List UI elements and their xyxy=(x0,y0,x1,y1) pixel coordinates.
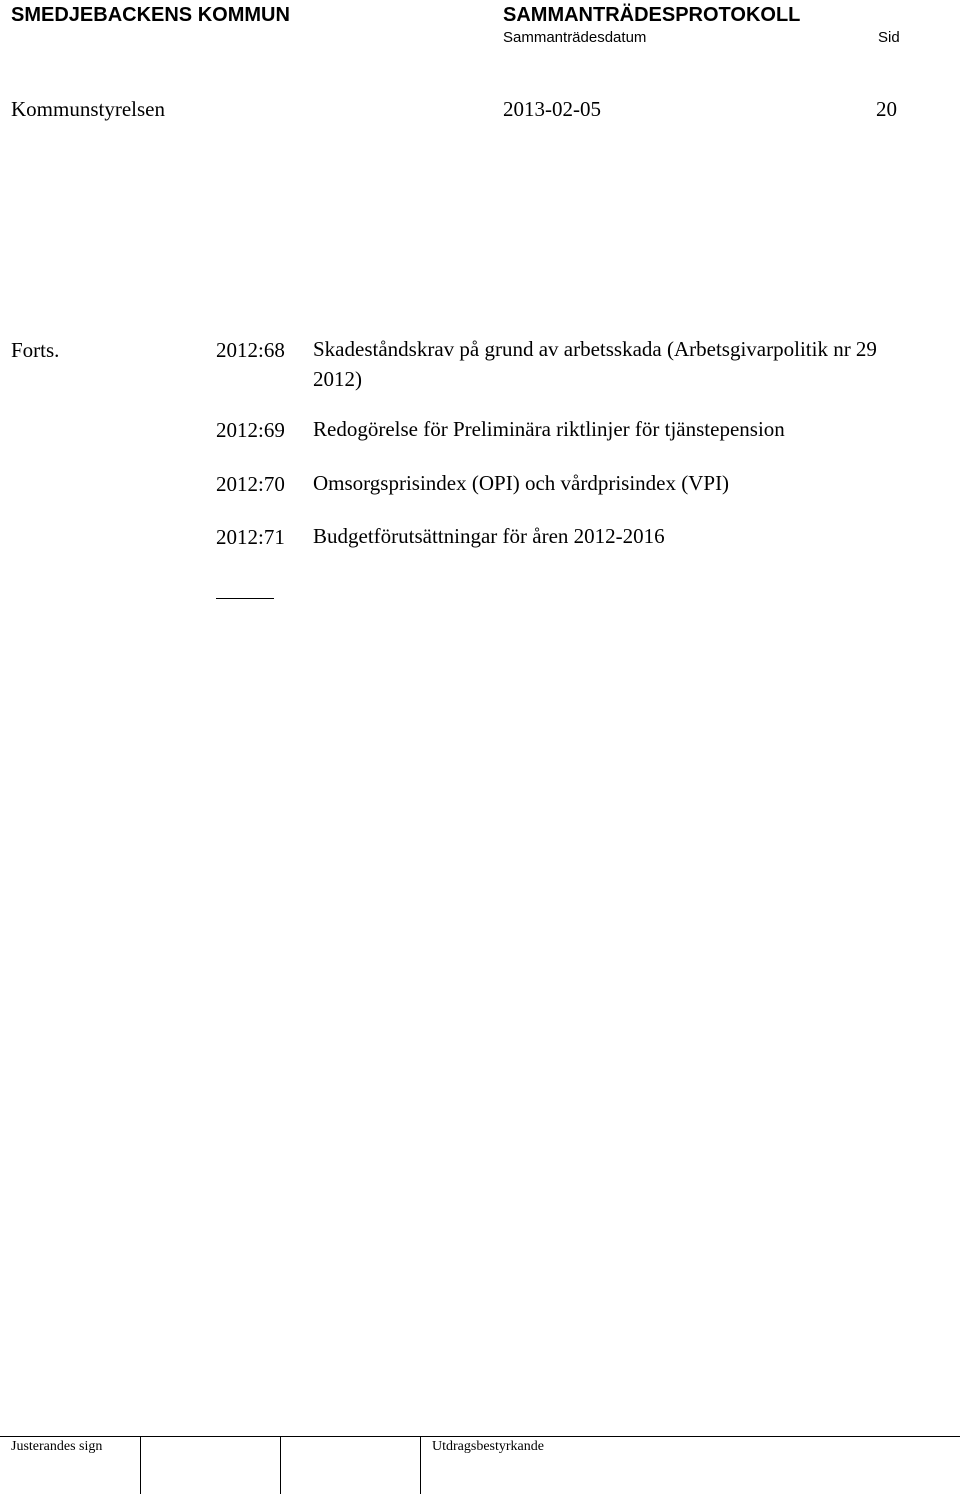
committee-name: Kommunstyrelsen xyxy=(11,97,165,121)
agenda-item-title: Budgetförutsättningar för åren 2012-2016 xyxy=(313,524,665,548)
municipality-name: SMEDJEBACKENS KOMMUN xyxy=(11,4,290,26)
document-type: SAMMANTRÄDESPROTOKOLL xyxy=(503,4,801,26)
agenda-item-number: 2012:68 xyxy=(216,338,285,362)
continued-label: Forts. xyxy=(11,338,60,362)
footer-divider xyxy=(420,1437,421,1494)
section-end-rule xyxy=(216,598,274,599)
agenda-item-title: Skadeståndskrav på grund av arbetsskada (Arbetsgivarpolitik nr 29 2012) xyxy=(313,337,877,391)
meeting-date: 2013-02-05 xyxy=(503,97,601,121)
page-label: Sid xyxy=(878,29,900,46)
agenda-item-title: Redogörelse för Preliminära riktlinjer för tjänstepension xyxy=(313,417,785,441)
signature-label: Justerandes sign xyxy=(11,1439,103,1454)
footer-rule xyxy=(0,1436,960,1437)
agenda-item-number: 2012:69 xyxy=(216,418,285,442)
certificate-label: Utdragsbestyrkande xyxy=(432,1439,544,1454)
agenda-item-title: Omsorgsprisindex (OPI) och vårdprisindex (VPI) xyxy=(313,471,730,495)
meeting-date-label: Sammanträdesdatum xyxy=(503,29,647,46)
footer-divider xyxy=(280,1437,281,1494)
agenda-item-number: 2012:71 xyxy=(216,525,285,549)
footer-divider xyxy=(140,1437,141,1494)
page-number: 20 xyxy=(876,97,897,121)
agenda-item-number: 2012:70 xyxy=(216,472,285,496)
